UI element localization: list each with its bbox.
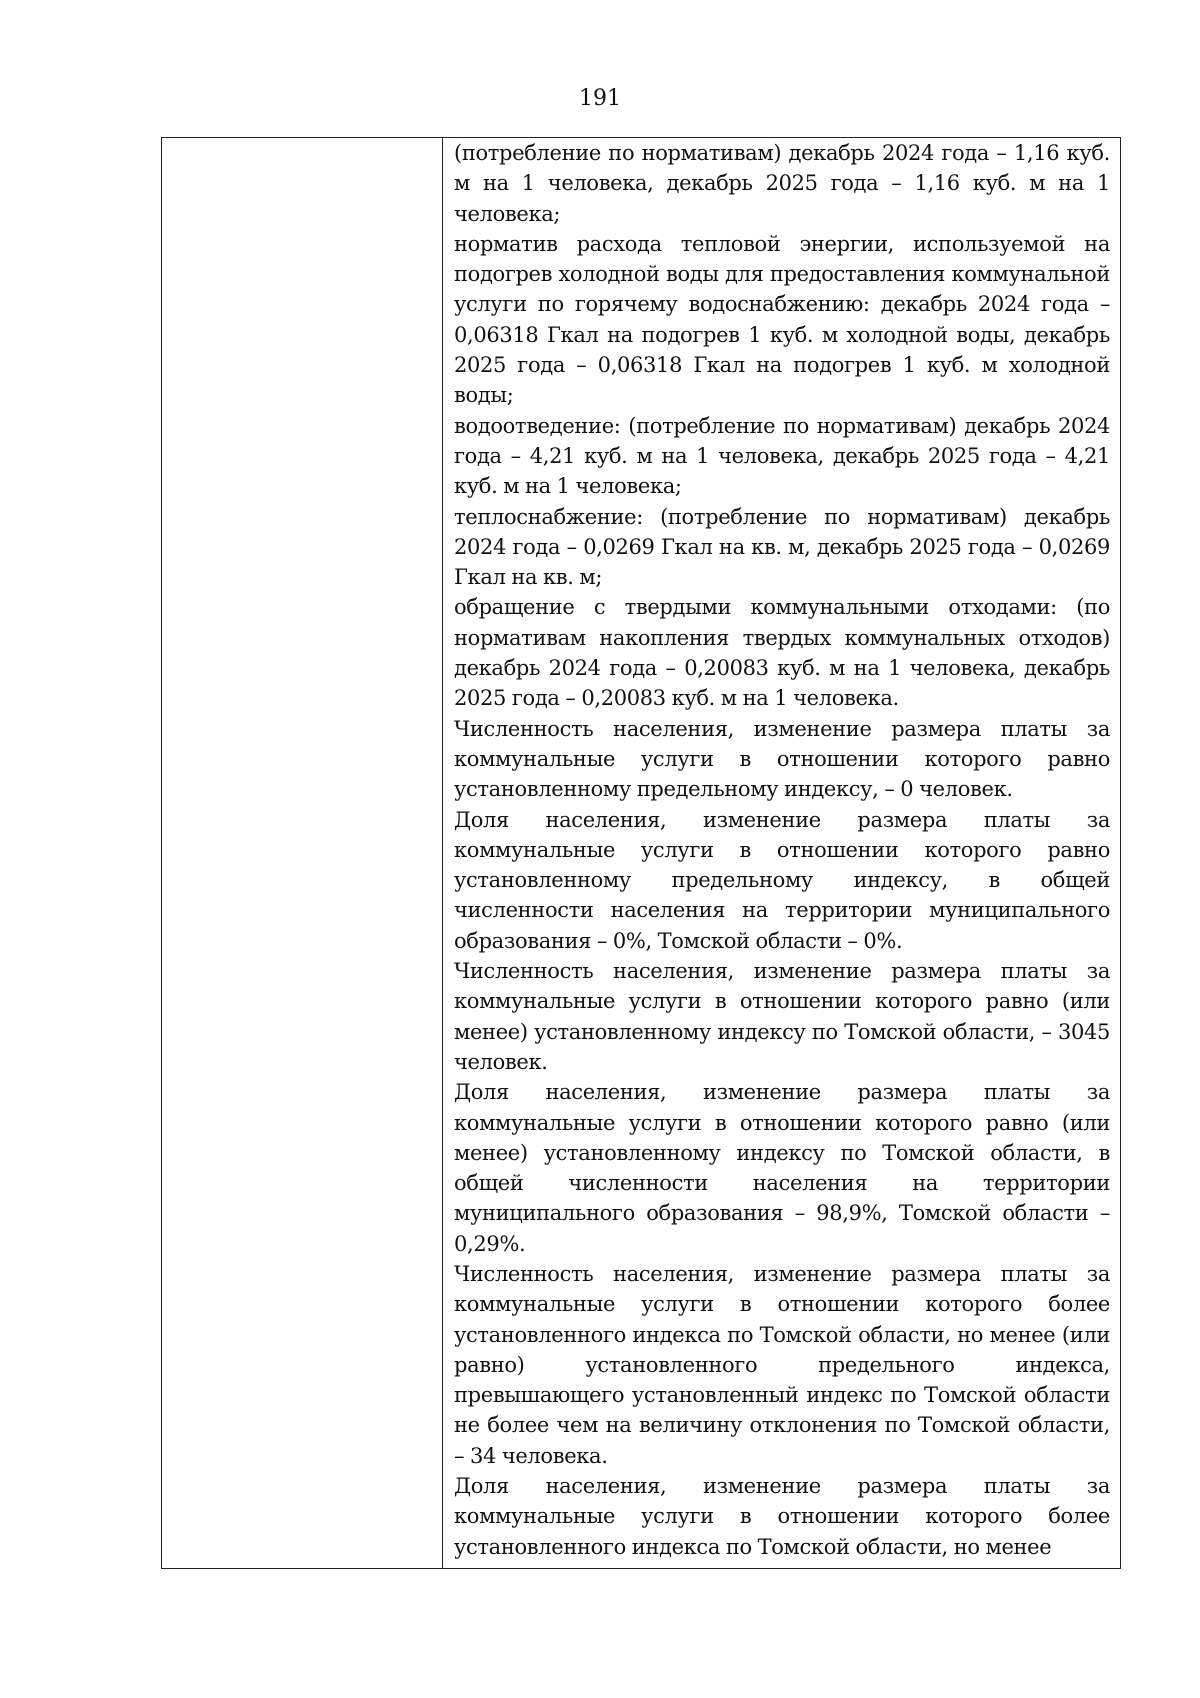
paragraph-share-above-index: Доля населения, изменение размера платы за коммунальные услуги в отношении которого более установленного индекса по Томской области, но менее (454, 1474, 1110, 1559)
paragraph-population-regional-index: Численность населения, изменение размера платы за коммунальные услуги в отношении которого равно (или менее) установленному индексу по Томской области, – 3045 человек. (454, 959, 1110, 1074)
paragraph-share-regional-index: Доля населения, изменение размера платы за коммунальные услуги в отношении которого равно (или менее) установленному индексу по Томской области, в общей численности населения на территории муниципального образования – 98,9%, Томской области – 0,29%. (454, 1080, 1110, 1256)
paragraph-hot-water-consumption: (потребление по нормативам) декабрь 2024 года – 1,16 куб. м на 1 человека, декабрь 2025 года – 1,16 куб. м на 1 человека; (454, 141, 1110, 226)
paragraph-solid-waste: обращение с твердыми коммунальными отходами: (по нормативам накопления твердых коммунальных отходов) декабрь 2024 года – 0,20083 куб. м на 1 человека, декабрь 2025 года – 0,20083 куб. м на 1 человека. (454, 595, 1110, 711)
paragraph-share-limit-index: Доля населения, изменение размера платы за коммунальные услуги в отношении которого равно установленному предельному индексу, в общей численности населения на территории муниципального образования – 0%, Томской области – 0%. (454, 807, 1110, 953)
paragraph-heat-supply: теплоснабжение: (потребление по нормативам) декабрь 2024 года – 0,0269 Гкал на кв. м, декабрь 2025 года – 0,0269 Гкал на кв. м; (454, 504, 1110, 590)
page-number: 191 (579, 86, 621, 111)
table-right-cell (443, 138, 1120, 1568)
paragraph-population-above-index: Численность населения, изменение размера платы за коммунальные услуги в отношении которого более установленного индекса по Томской области, но менее (или равно) установленного предельного индекса, превышающего установленный индекс по Томской области не более чем на величину отклонения по Томской области, – 34 человека. (454, 1261, 1110, 1468)
content-table (161, 137, 1121, 1569)
table-left-cell (162, 138, 443, 1568)
paragraph-heat-energy-norm: норматив расхода тепловой энергии, используемой на подогрев холодной воды для предоставления коммунальной услуги по горячему водоснабжению: декабрь 2024 года – 0,06318 Гкал на подогрев 1 куб. м холодной воды, декабрь 2025 года – 0,06318 Гкал на подогрев 1 куб. м холодной воды; (454, 231, 1110, 408)
paragraph-population-limit-index: Численность населения, изменение размера платы за коммунальные услуги в отношении которого равно установленному предельному индексу, – 0 человек. (454, 716, 1110, 802)
paragraph-water-disposal: водоотведение: (потребление по нормативам) декабрь 2024 года – 4,21 куб. м на 1 человека, декабрь 2025 года – 4,21 куб. м на 1 человека; (454, 413, 1110, 499)
